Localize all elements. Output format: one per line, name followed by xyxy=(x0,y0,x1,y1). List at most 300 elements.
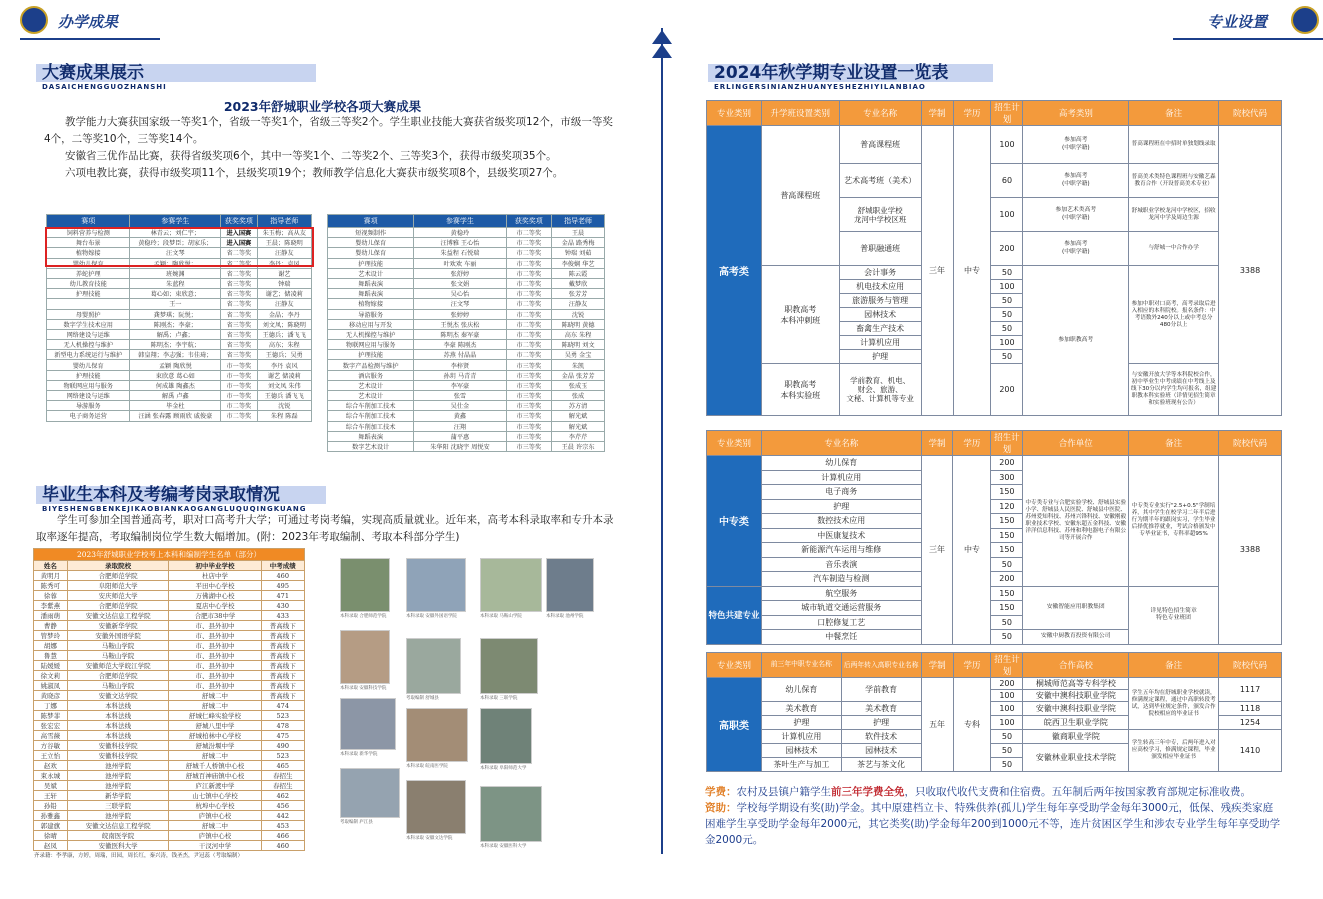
table-cell: 鲁慧 xyxy=(34,651,68,661)
th: 院校代码 xyxy=(1219,653,1282,678)
table-cell: 普高线下 xyxy=(261,641,304,651)
grad-table xyxy=(33,548,305,851)
contest-subtitle: DASAICHENGGUOZHANSHI xyxy=(42,83,167,91)
table-cell: 刘文凤；陈晓明 xyxy=(257,319,311,329)
table-cell: 汪翔 xyxy=(414,421,506,431)
table-cell: 婴幼儿保育 xyxy=(328,248,414,258)
photo-caption: 本科录取 新华学院 xyxy=(340,752,378,757)
table-cell: 王德兵 潘飞飞 xyxy=(257,391,311,401)
note-cell: 与安徽开放大学等本科院校合作，初中毕业生中考成绩在中考线上及线下30分以内学生均可报名，组建职教本科实验班（详情见招生简章和实验班现有公告） xyxy=(1129,364,1219,416)
table-cell: 523 xyxy=(261,711,304,721)
table-header-cell: 中考成绩 xyxy=(261,561,304,571)
table-cell: 王晨 xyxy=(552,228,605,238)
table-row xyxy=(328,329,605,339)
table-cell: 蒲平惠 xyxy=(414,431,506,441)
table-cell: 市三等奖 xyxy=(506,411,552,421)
table-cell: 母婴照护 xyxy=(47,309,130,319)
note-cell: 详见特色招生简章 特色专业班团 xyxy=(1129,586,1219,644)
major-cell: 舒城职业学校 龙河中学校区班 xyxy=(839,198,921,232)
table-cell: 安徽科技学院 xyxy=(67,751,169,761)
table-cell: 植物嫁接 xyxy=(328,299,414,309)
table-cell: 市、县外初中 xyxy=(169,651,261,661)
table-cell: 赵凤 xyxy=(34,841,68,851)
plan-cell: 150 xyxy=(991,601,1023,616)
table-cell: 合肥师范学院 xyxy=(67,571,169,581)
table-cell: 省三等奖 xyxy=(221,278,257,288)
plan-cell: 100 xyxy=(991,280,1023,294)
table-cell: 陈云霞 xyxy=(552,268,605,278)
header-tag-right: 专业设置 xyxy=(1207,13,1268,31)
table-cell: 钟瑞 xyxy=(257,278,311,288)
degree-cell: 中专 xyxy=(953,456,991,645)
table-cell: 舒城柏林中心学校 xyxy=(169,731,261,741)
th: 学历 xyxy=(953,101,991,126)
plan-cell: 100 xyxy=(991,690,1023,702)
major-cell: 普职融通班 xyxy=(839,232,921,266)
table-cell: 三联学院 xyxy=(67,801,169,811)
college-cell: 徽商职业学院 xyxy=(1023,730,1129,744)
th: 后两年转入高职专业名称 xyxy=(841,653,921,678)
table-header xyxy=(707,431,1282,456)
table-row xyxy=(707,586,1282,601)
table-row xyxy=(47,380,312,390)
table-cell: 陈秀可 xyxy=(34,581,68,591)
table-cell: 解禹 卢鑫 xyxy=(130,391,221,401)
major-cell: 机电技术应用 xyxy=(839,280,921,294)
table-cell: 市三等奖 xyxy=(506,401,552,411)
table-cell: 曹静 xyxy=(34,621,68,631)
th: 学制 xyxy=(921,431,953,456)
table-cell: 护理技能 xyxy=(328,258,414,268)
table-cell: 汪文琴 xyxy=(130,248,221,258)
th: 前三年中职专业名称 xyxy=(761,653,841,678)
table-cell: 省三等奖 xyxy=(221,350,257,360)
plan-cell: 50 xyxy=(991,322,1023,336)
major-cell: 幼儿保育 xyxy=(761,456,921,471)
highlight-box xyxy=(45,227,314,267)
plan-cell: 100 xyxy=(991,336,1023,350)
table-cell: 林青云；刘仁宇； xyxy=(130,228,221,238)
plan-cell: 150 xyxy=(991,586,1023,601)
table-row xyxy=(47,329,312,339)
major-cell: 护理 xyxy=(761,716,841,730)
table-cell: 新型电力系统运行与维护 xyxy=(47,350,130,360)
table-cell: 市一等奖 xyxy=(221,380,257,390)
table-cell: 490 xyxy=(261,741,304,751)
tuition-label: 学费： xyxy=(705,786,737,798)
table-cell: 朱凯 xyxy=(552,360,605,370)
contest-paragraph: 六项电教比赛，获得市级奖项11个，县级奖项19个；教师教学信息化大赛获市级奖项8个，县级奖项27个。 xyxy=(65,167,564,179)
table-row xyxy=(34,761,305,771)
table-row xyxy=(47,278,312,288)
table-cell: 养蛇护理 xyxy=(47,268,130,278)
table-row xyxy=(34,581,305,591)
grad-subtitle: BIYESHENGBENKEJIKAOBIANKAOGANGLUQUQINGKUANG xyxy=(42,505,307,513)
table-cell: 市二等奖 xyxy=(506,258,552,268)
table-cell: 李俊娴 华艺 xyxy=(552,258,605,268)
table-row xyxy=(328,278,605,288)
table-cell: 苏方清 xyxy=(552,401,605,411)
table-row xyxy=(707,126,1282,164)
majors-table-gaokao xyxy=(706,100,1282,416)
table-cell: 婴幼儿保育 xyxy=(47,360,130,370)
table-cell: 市三等奖 xyxy=(506,421,552,431)
table-row xyxy=(34,791,305,801)
photo-caption: 本科录取 皖南医学院 xyxy=(406,764,448,769)
table-cell: 市三等奖 xyxy=(506,370,552,380)
table-cell: 网络建设与运维 xyxy=(47,391,130,401)
table-cell: 高东；朱程 xyxy=(257,340,311,350)
table-cell: 王德兵；吴勇 xyxy=(257,350,311,360)
up-arrow-icon xyxy=(652,30,672,44)
college-cell: 皖西卫生职业学院 xyxy=(1023,716,1129,730)
table-cell: 进入国赛 xyxy=(221,228,257,238)
table-cell: 舒城二中 xyxy=(169,701,261,711)
table-cell: 植物嫁接 xyxy=(47,248,130,258)
table-cell: 胡娜 xyxy=(34,641,68,651)
major-cell: 美术教育 xyxy=(761,702,841,716)
table-cell: 523 xyxy=(261,751,304,761)
grad-paragraph: 学生可参加全国普通高考，职对口高考升大学；可通过考岗考编，实现高质量就业。近年来，高考本科录取率和专升本录取率逐年提高，考取编制岗位学生数大幅增加。(附：2023年考取编制、考取本科部分学生) xyxy=(36,514,614,543)
major-cell: 美术教育 xyxy=(841,702,921,716)
school-logo-right xyxy=(1291,6,1319,34)
table-cell: 453 xyxy=(261,821,304,831)
th: 备注 xyxy=(1129,653,1219,678)
table-cell: 安徽外国语学院 xyxy=(67,631,169,641)
contest-text xyxy=(44,114,614,182)
table-cell: 省三等奖 xyxy=(221,329,257,339)
table-cell: 张舒婷 xyxy=(414,268,506,278)
table-cell: 安徽文达学院 xyxy=(67,691,169,701)
table-cell: 市二等奖 xyxy=(506,248,552,258)
table-row xyxy=(328,268,605,278)
contest-paragraph: 教学能力大赛获国家级一等奖1个，省级一等奖1个，省级三等奖2个。学生职业技能大赛获省级奖项12个，市级一等奖4个，二等奖10个，三等奖14个。 xyxy=(44,116,613,145)
exam-cell: 参加职教高考 xyxy=(1023,266,1129,416)
table-cell: 进入国赛 xyxy=(221,238,257,248)
th: 专业名称 xyxy=(761,431,921,456)
table-cell: 普高线下 xyxy=(261,681,304,691)
major-cell: 茶艺与茶文化 xyxy=(841,758,921,772)
table-cell: 徐晴 xyxy=(34,831,68,841)
table-cell: 池州学院 xyxy=(67,761,169,771)
table-row xyxy=(47,268,312,278)
contest-paragraph: 安徽省三优作品比赛，获得省级奖项6个，其中一等奖1个、二等奖2个、三等奖3个，获得市级奖项35个。 xyxy=(65,150,557,162)
table-cell: 舒城二中 xyxy=(169,691,261,701)
table-cell: 综合车削加工技术 xyxy=(328,401,414,411)
student-photo xyxy=(480,786,542,842)
grad-title: 毕业生本科及考编考岗录取情况 xyxy=(42,485,280,505)
table-cell: 普高线下 xyxy=(261,621,304,631)
table-cell: 李丹；袁风 xyxy=(257,258,311,268)
major-cell: 畜禽生产技术 xyxy=(839,322,921,336)
duration-cell: 五年 xyxy=(921,678,953,772)
exam-cell: 参加高考 (中职学籍) xyxy=(1023,232,1129,266)
table-cell: 无人机操控与维护 xyxy=(328,329,414,339)
table-cell: 465 xyxy=(261,761,304,771)
duration-cell: 三年 xyxy=(921,456,953,645)
tuition-free: 前三年学费全免 xyxy=(831,786,905,798)
coop-cell: 中专类专业与合肥实验学校、舒城县实验小学、舒城县人民医院、舒城县中医院、苏州爱知科技、苏州兴锋科技、安徽刚毅职业技术学校、安徽东超五金科技、安徽洋洋信息科技、苏州和利电器电子有限公司等开展合作 xyxy=(1023,456,1129,587)
table-cell: 省二等奖 xyxy=(221,299,257,309)
table-cell: 杭埠中心学校 xyxy=(169,801,261,811)
header-left xyxy=(0,6,660,36)
college-cell: 安徽林业职业技术学院 xyxy=(1023,744,1129,772)
photo-caption: 本科录取 三联学院 xyxy=(480,696,518,701)
major-cell: 旅游服务与管理 xyxy=(839,294,921,308)
major-cell: 新能源汽车运用与维修 xyxy=(761,543,921,558)
aid-text: 学校每学期设有奖(助)学金。其中原建档立卡、特殊供养(孤儿)学生每年享受助学金每年3000元，低保、残疾类家庭困难学生享受助学金每年2000元，其它类奖(助)学金每年200到1000元不等，连片贫困区学生和涉农专业学生每年享受助学金2000元。 xyxy=(705,802,1281,846)
table-cell: 李豪 陈刚杰 xyxy=(414,340,506,350)
table-row xyxy=(47,340,312,350)
table-cell: 池州学院 xyxy=(67,771,169,781)
table-header-cell: 指导老师 xyxy=(552,215,605,228)
table-cell: 安庆师范大学 xyxy=(67,591,169,601)
table-cell: 数字艺术设计 xyxy=(328,441,414,451)
table-cell: 徐文莉 xyxy=(34,671,68,681)
table-cell: 黄晓彦 xyxy=(34,691,68,701)
school-code-cell: 1118 xyxy=(1219,702,1282,716)
note-cell: 中专类专业实行"2.5+0.5"学制培养，其中学生在校学习二年半后进行为期半年的跟岗实习，学生毕业后择优推荐就业，考试合格颁发中专毕业证书，专科率超95% xyxy=(1129,456,1219,587)
major-cell: 计算机应用 xyxy=(761,470,921,485)
table-cell: 张成 xyxy=(552,391,605,401)
table-row xyxy=(34,641,305,651)
grad-text xyxy=(36,512,621,546)
table-cell: 466 xyxy=(261,831,304,841)
degree-cell: 中专 xyxy=(953,126,991,416)
table-cell: 导游服务 xyxy=(328,309,414,319)
plan-cell: 150 xyxy=(991,528,1023,543)
plan-cell: 50 xyxy=(991,557,1023,572)
table-cell: 吴心怡 xyxy=(414,289,506,299)
photo-caption: 本科录取 马鞍山学院 xyxy=(480,614,522,619)
table-cell: 方谷敏 xyxy=(34,741,68,751)
table-cell: 吴斌 xyxy=(34,781,68,791)
majors-section-title xyxy=(708,58,1058,91)
major-cell: 护理 xyxy=(761,499,921,514)
table-cell: 舒城二中 xyxy=(169,751,261,761)
plan-cell: 50 xyxy=(991,615,1023,630)
table-cell: 市二等奖 xyxy=(506,228,552,238)
table-cell: 汪博雅 王心怡 xyxy=(414,238,506,248)
note-cell: 学生转高三年中专，后两年进入对应高校学习，修满规定课程，毕业颁发相应毕业证书 xyxy=(1129,730,1219,772)
photo-caption: 本科录取 安徽科技学院 xyxy=(340,686,387,691)
major-cell: 口腔修复工艺 xyxy=(761,615,921,630)
category-cell: 高职类 xyxy=(707,678,762,772)
contest-title: 大赛成果展示 xyxy=(42,63,144,83)
table-cell: 安徽科技学院 xyxy=(67,741,169,751)
table-cell: 孙雅鑫 xyxy=(34,811,68,821)
plan-cell: 200 xyxy=(991,232,1023,266)
table-cell: 孟颖 陶欣悦 xyxy=(130,360,221,370)
table-row xyxy=(328,360,605,370)
group-cell: 职教高考 本科冲刺班 xyxy=(761,266,839,364)
table-cell: 孙玥 马青青 xyxy=(414,370,506,380)
plan-cell: 50 xyxy=(991,758,1023,772)
th: 招生计划 xyxy=(991,101,1023,126)
college-cell: 桐城师范高等专科学校 xyxy=(1023,678,1129,690)
note-cell: 参加中职对口高考，高考录取后进入相应的本科院校。报名条件：中考语数外240分以上或中考总分480分以上 xyxy=(1129,266,1219,364)
table-cell: 省三等奖 xyxy=(221,289,257,299)
table-cell: 市三等奖 xyxy=(506,360,552,370)
college-cell: 安徽中澳科技职业学院 xyxy=(1023,702,1129,716)
th: 学历 xyxy=(953,653,991,678)
student-photo xyxy=(340,630,390,684)
group-cell: 职教高考 本科实验班 xyxy=(761,364,839,416)
table-cell: 吴仕金 xyxy=(414,401,506,411)
plan-cell: 50 xyxy=(991,350,1023,364)
student-photo xyxy=(406,780,466,834)
major-cell: 普高课程班 xyxy=(839,126,921,164)
category-cell: 特色共建专业 xyxy=(707,586,762,644)
th: 专业类别 xyxy=(707,653,762,678)
category-cell: 中专类 xyxy=(707,456,762,587)
th: 升学班设置类别 xyxy=(761,101,839,126)
table-cell: 谢艺；储凌莉 xyxy=(257,289,311,299)
majors-subtitle: ERLINGERSINIANZHUANYESHEZHIYILANBIAO xyxy=(714,83,926,91)
header-tag-left: 办学成果 xyxy=(58,13,119,31)
table-cell: 省二等奖 xyxy=(221,309,257,319)
plan-cell: 50 xyxy=(991,630,1023,645)
table-cell: 管梦玲 xyxy=(34,631,68,641)
table-cell: 舒城仁峰实验学校 xyxy=(169,711,261,721)
majors-table-gaozhi xyxy=(706,652,1282,772)
table-cell: 本科法线 xyxy=(67,731,169,741)
table-cell: 汪静友 xyxy=(257,299,311,309)
table-row xyxy=(34,701,305,711)
table-cell: 综合车削加工技术 xyxy=(328,421,414,431)
table-cell: 黄鑫 xyxy=(414,411,506,421)
table-cell: 谢艺 xyxy=(257,268,311,278)
table-cell: 本科法线 xyxy=(67,701,169,711)
coop-cell: 安徽智能应用职教集团 xyxy=(1023,586,1129,630)
table-cell: 庐江新渡中学 xyxy=(169,781,261,791)
plan-cell: 150 xyxy=(991,543,1023,558)
table-cell: 舒城百神庙镇中心校 xyxy=(169,771,261,781)
table-cell: 孟颖；陶欣悦； xyxy=(130,258,221,268)
table-cell: 陈明杰 秦军豪 xyxy=(414,329,506,339)
note-cell: 普高课程班在中招时单独划线录取 xyxy=(1129,126,1219,164)
plan-cell: 150 xyxy=(991,514,1023,529)
table-cell: 解光斌 xyxy=(552,421,605,431)
plan-cell: 60 xyxy=(991,164,1023,198)
table-cell: 市三等奖 xyxy=(506,380,552,390)
table-cell: 省二等奖 xyxy=(221,258,257,268)
table-cell: 万佛湖中心校 xyxy=(169,591,261,601)
table-cell: 饲料营养与检测 xyxy=(47,228,130,238)
table-cell: 刘文凤 朱伟 xyxy=(257,380,311,390)
table-cell: 金晶 张芳芳 xyxy=(552,370,605,380)
plan-cell: 100 xyxy=(991,716,1023,730)
table-cell: 普高线下 xyxy=(261,671,304,681)
table-cell: 市三等奖 xyxy=(506,441,552,451)
table-cell: 王晨；陈晓明 xyxy=(257,238,311,248)
table-cell: 张成玉 xyxy=(552,380,605,390)
student-photo xyxy=(340,768,400,818)
exam-cell: 参加高考 (中职学籍) xyxy=(1023,126,1129,164)
table-cell: 叶欢欢 车丽 xyxy=(414,258,506,268)
table-cell: 475 xyxy=(261,731,304,741)
table-row xyxy=(328,431,605,441)
table-cell: 沈锐 xyxy=(257,401,311,411)
table-cell: 478 xyxy=(261,721,304,731)
table-cell: 陈刚杰；李豪； xyxy=(130,319,221,329)
table-cell: 朱蓝程 xyxy=(130,278,221,288)
table-cell: 市二等奖 xyxy=(221,411,257,421)
table-cell: 安徽新华学院 xyxy=(67,621,169,631)
table-cell: 王德兵；潘飞飞 xyxy=(257,329,311,339)
major-cell: 园林技术 xyxy=(761,744,841,758)
plan-cell: 120 xyxy=(991,499,1023,514)
table-cell: 474 xyxy=(261,701,304,711)
table-cell: 舒城汾堰中学 xyxy=(169,741,261,751)
table-cell: 汪涵 张春露 顾雨欣 戚俊豪 xyxy=(130,411,221,421)
table-cell: 韩皇翔；李志强；韦佳琦； xyxy=(130,350,221,360)
table-cell: 合肥师范学院 xyxy=(67,671,169,681)
school-code-cell: 3388 xyxy=(1219,456,1282,645)
plan-cell: 50 xyxy=(991,294,1023,308)
table-cell: 电子商务运营 xyxy=(47,411,130,421)
major-cell: 茶叶生产与加工 xyxy=(761,758,841,772)
table-cell: 张文娟 xyxy=(414,278,506,288)
table-header-cell: 赛项 xyxy=(47,215,130,228)
table-cell: 合肥市38中学 xyxy=(169,611,261,621)
th: 学制 xyxy=(921,101,953,126)
table-cell: 丁娜 xyxy=(34,701,68,711)
student-photo xyxy=(406,558,466,612)
table-header xyxy=(34,561,305,571)
table-header-cell: 获奖奖项 xyxy=(506,215,552,228)
th: 合作高校 xyxy=(1023,653,1129,678)
student-photo xyxy=(406,638,461,694)
plan-cell: 200 xyxy=(991,678,1023,690)
contest-section-title xyxy=(36,58,336,91)
table-cell: 李芹芹 xyxy=(552,431,605,441)
table-cell: 430 xyxy=(261,601,304,611)
plan-cell: 300 xyxy=(991,470,1023,485)
table-row xyxy=(47,319,312,329)
table-cell: 普高线下 xyxy=(261,661,304,671)
school-code-cell: 3388 xyxy=(1219,126,1282,416)
table-header xyxy=(707,653,1282,678)
major-cell: 艺术高考班（美术） xyxy=(839,164,921,198)
exam-cell: 参加艺术类高考 (中职学籍) xyxy=(1023,198,1129,232)
table-cell: 王轩 xyxy=(34,791,68,801)
table-cell: 舒城千人桥镇中心校 xyxy=(169,761,261,771)
table-header-cell: 指导老师 xyxy=(257,215,311,228)
table-row xyxy=(34,691,305,701)
table-cell: 谢艺 储凌莉 xyxy=(257,370,311,380)
tuition-text-a: 农村及县镇户籍学生 xyxy=(736,786,831,798)
table-cell: 市、县外初中 xyxy=(169,661,261,671)
table-cell: 市二等奖 xyxy=(506,309,552,319)
table-row xyxy=(47,309,312,319)
student-photo xyxy=(480,638,538,694)
table-cell: 马鞍山学院 xyxy=(67,641,169,651)
table-cell: 王悦杰 张庆松 xyxy=(414,319,506,329)
th: 高考类别 xyxy=(1023,101,1129,126)
table-cell: 干汊河中学 xyxy=(169,841,261,851)
table-cell: 市一等奖 xyxy=(221,370,257,380)
table-row xyxy=(47,360,312,370)
table-cell: 山七镇中心学校 xyxy=(169,791,261,801)
table-cell: 市、县外初中 xyxy=(169,681,261,691)
th: 院校代码 xyxy=(1219,431,1282,456)
aid-note xyxy=(705,800,1283,848)
fees-notes xyxy=(705,784,1283,848)
coop-cell: 安徽中厨教育投资有限公司 xyxy=(1023,630,1129,645)
table-row xyxy=(34,731,305,741)
table-row xyxy=(707,730,1282,744)
